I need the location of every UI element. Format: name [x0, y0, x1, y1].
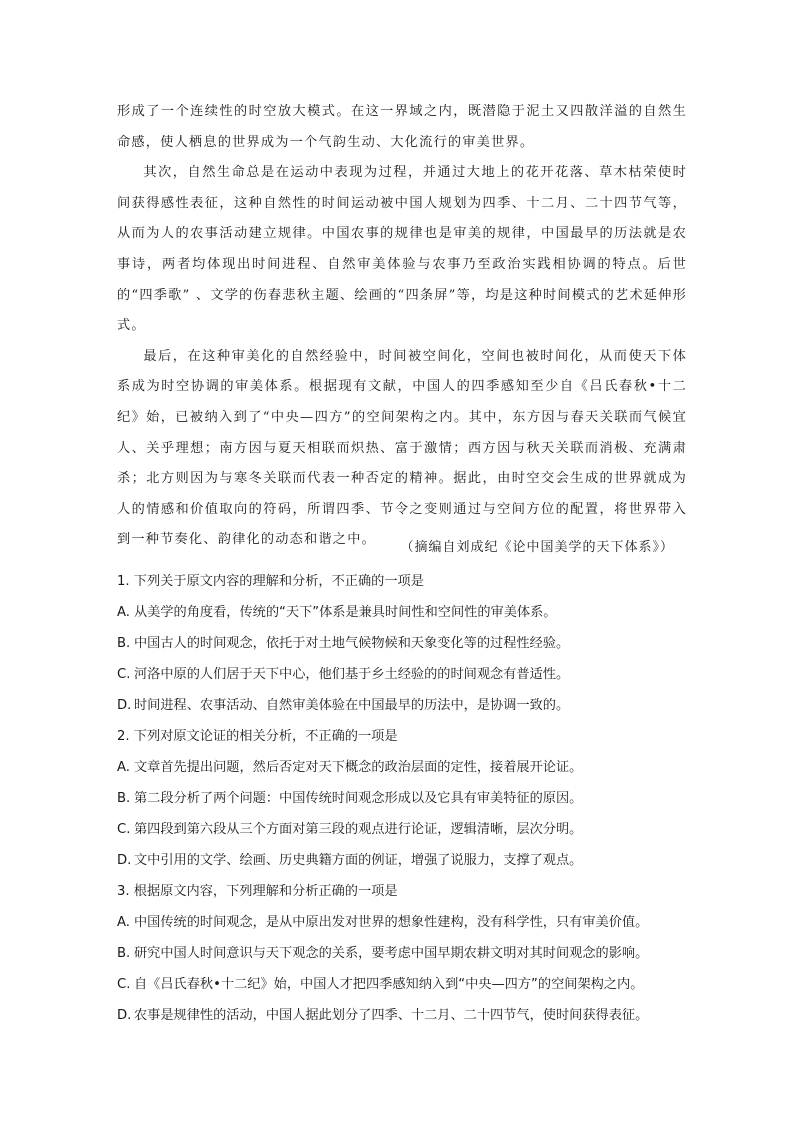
question-stem: 1. 下列关于原文内容的理解和分析，不正确的一项是 [117, 574, 424, 589]
option-letter: C. [117, 822, 131, 837]
answer-option-c [117, 659, 687, 690]
question-3 [117, 876, 687, 1031]
option-text: 自《吕氏春秋•十二纪》始，中国人才把四季感知纳入到“中央—四方”的空间架构之内。 [134, 977, 644, 992]
option-letter: A. [117, 915, 130, 930]
option-letter: B. [117, 791, 131, 806]
option-letter: D. [117, 698, 132, 713]
option-letter: D. [117, 1008, 132, 1023]
question-2 [117, 721, 687, 876]
passage-paragraph: 其次，自然生命总是在运动中表现为过程，并通过大地上的花开花落、草木枯荣使时间获得感性表征，这种自然性的时间运动被中国人规划为四季、十二月、二十四节气等，从而为人的农事活动建立规律。中国农事的规律也是审美的规律，中国最早的历法就是农事诗，两者均体现出时间进程、自然审美体验与农事乃至政治实践相协调的特点。后世的“四季歌” 、文学的伤春悲秋主题、绘画的“四条屏”等，均是这种时间模式的艺术延伸形式。 [117, 165, 687, 334]
option-letter: C. [117, 667, 131, 682]
answer-option-b [117, 628, 687, 659]
option-letter: A. [117, 760, 130, 775]
question-stem: 3. 根据原文内容，下列理解和分析正确的一项是 [117, 884, 398, 899]
answer-option-b [117, 783, 687, 814]
option-text: 农事是规律性的活动，中国人据此划分了四季、十二月、二十四节气，使时间获得表征。 [134, 1008, 649, 1023]
passage-paragraph: 最后，在这种审美化的自然经验中，时间被空间化，空间也被时间化，从而使天下体系成为时空协调的审美体系。根据现有文献，中国人的四季感知至少自《吕氏春秋•十二纪》始，已被纳入到了“中央—四方”的空间架构之内。其中，东方因与春天关联而气候宜人、关乎理想；南方因与夏天相联而炽热、富于激情；西方因与秋天关联而消极、充满肃杀；北方则因为与寒冬关联而代表一种否定的精神。据此，由时空交会生成的世界就成为人的情感和价值取向的符码，所谓四季、节令之变则通过与空间方位的配置，将世界带入到一种节奏化、韵律化的动态和谐之中。 [117, 348, 687, 548]
passage-text [117, 97, 687, 556]
option-text: 第二段分析了两个问题：中国传统时间观念形成以及它具有审美特征的原因。 [134, 791, 583, 806]
option-letter: B. [117, 636, 131, 651]
answer-option-d [117, 1000, 687, 1031]
option-text: 河洛中原的人们居于天下中心，他们基于乡土经验的的时间观念有普适性。 [134, 667, 570, 682]
option-text: 文中引用的文学、绘画、历史典籍方面的例证，增强了说服力，支撑了观点。 [134, 853, 583, 868]
option-text: 中国古人的时间观念，依托于对土地气候物候和天象变化等的过程性经验。 [134, 636, 570, 651]
option-letter: B. [117, 946, 131, 961]
option-letter: A. [117, 605, 130, 620]
answer-option-a [117, 907, 687, 938]
answer-option-b [117, 938, 687, 969]
answer-option-a [117, 752, 687, 783]
answer-option-c [117, 969, 687, 1000]
question-1 [117, 566, 687, 721]
passage-paragraph: 形成了一个连续性的时空放大模式。在这一界域之内，既潜隐于泥土又四散洋溢的自然生命感，使人栖息的世界成为一个气韵生动、大化流行的审美世界。 [117, 104, 687, 150]
source-citation: （摘编自刘成纪《论中国美学的天下体系》） [400, 540, 674, 555]
answer-option-a [117, 597, 687, 628]
option-text: 文章首先提出问题，然后否定对天下概念的政治层面的定性，接着展开论证。 [134, 760, 583, 775]
question-list [117, 566, 687, 1031]
option-text: 中国传统的时间观念，是从中原出发对世界的想象性建构，没有科学性，只有审美价值。 [134, 915, 649, 930]
option-letter: D. [117, 853, 132, 868]
answer-option-d [117, 845, 687, 876]
question-stem: 2. 下列对原文论证的相关分析，不正确的一项是 [117, 729, 398, 744]
option-text: 研究中国人时间意识与天下观念的关系，要考虑中国早期农耕文明对其时间观念的影响。 [134, 946, 649, 961]
option-letter: C. [117, 977, 131, 992]
option-text: 时间进程、农事活动、自然审美体验在中国最早的历法中，是协调一致的。 [134, 698, 570, 713]
answer-option-d [117, 690, 687, 721]
option-text: 从美学的角度看，传统的“天下”体系是兼具时间性和空间性的审美体系。 [134, 605, 557, 620]
answer-option-c [117, 814, 687, 845]
option-text: 第四段到第六段从三个方面对第三段的观点进行论证，逻辑清晰，层次分明。 [134, 822, 583, 837]
